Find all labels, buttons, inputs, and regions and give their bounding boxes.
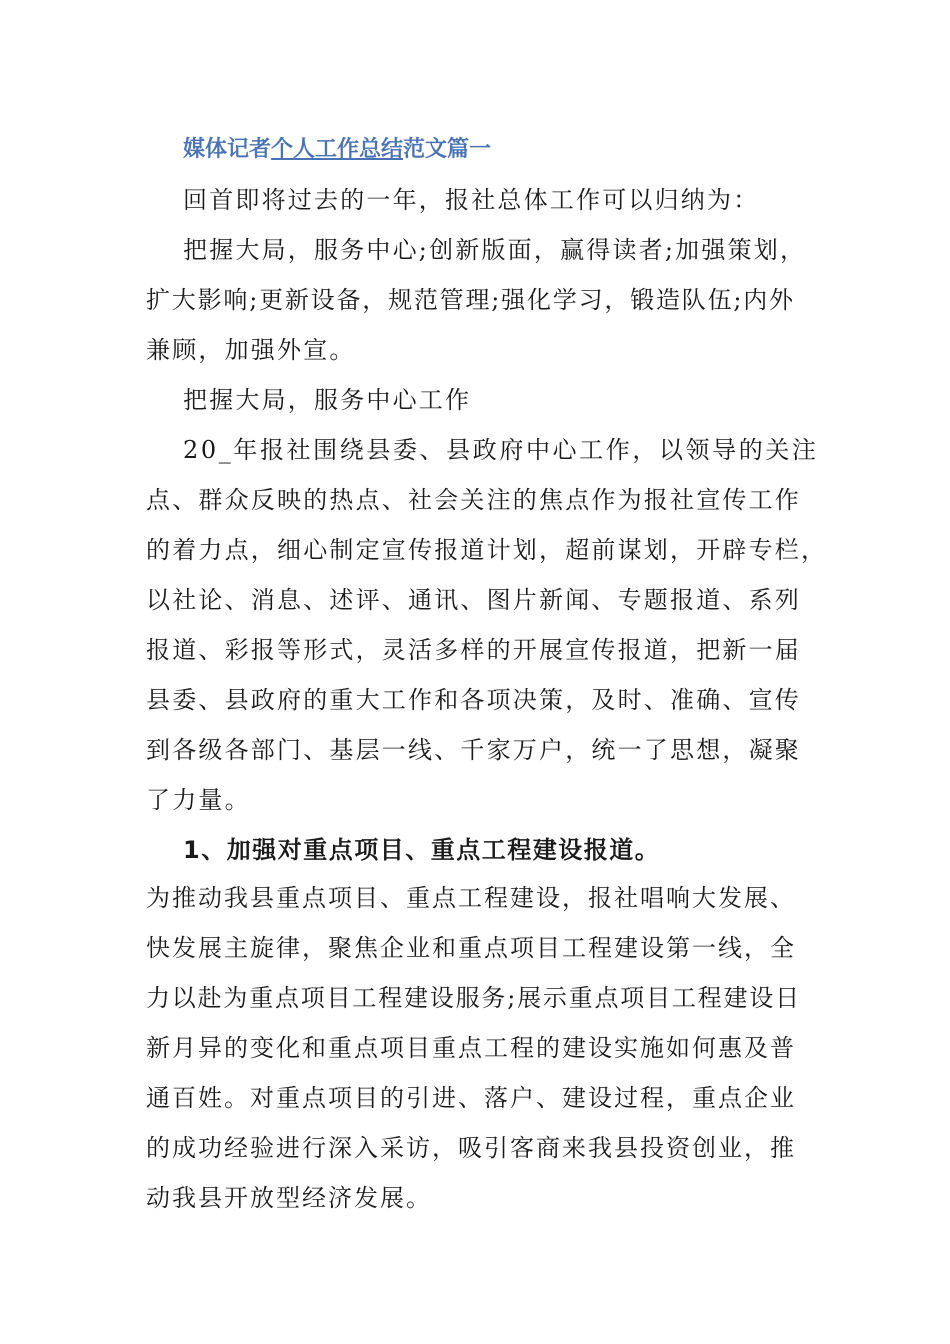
paragraph-line: 兼顾，加强外宣。 bbox=[146, 336, 356, 364]
paragraph-line: 报道、彩报等形式，灵活多样的开展宣传报道，把新一届 bbox=[146, 636, 801, 664]
paragraph-line: 为推动我县重点项目、重点工程建设，报社唱响大发展、 bbox=[146, 884, 796, 912]
paragraph-line: 动我县开放型经济发展。 bbox=[146, 1184, 432, 1212]
paragraph-line: 通百姓。对重点项目的引进、落户、建设过程，重点企业 bbox=[146, 1084, 796, 1112]
paragraph-line: 新月异的变化和重点项目重点工程的建设实施如何惠及普 bbox=[146, 1034, 796, 1062]
paragraph-line: 把握大局，服务中心;创新版面，赢得读者;加强策划， bbox=[183, 236, 807, 264]
paragraph-line: 点、群众反映的热点、社会关注的焦点作为报社宣传工作 bbox=[146, 486, 801, 514]
paragraph-line: 快发展主旋律，聚焦企业和重点项目工程建设第一线，全 bbox=[146, 934, 796, 962]
paragraph-line: 的成功经验进行深入采访，吸引客商来我县投资创业，推 bbox=[146, 1134, 796, 1162]
paragraph-line: 20_年报社围绕县委、县政府中心工作，以领导的关注 bbox=[183, 436, 819, 464]
paragraph-line: 的着力点，细心制定宣传报道计划，超前谋划，开辟专栏， bbox=[146, 536, 828, 564]
title-part-2-underlined: 个人工作总结 bbox=[271, 137, 404, 162]
title-part-1: 媒体记者 bbox=[183, 137, 272, 162]
paragraph-line: 力以赴为重点项目工程建设服务;展示重点项目工程建设日 bbox=[146, 984, 801, 1012]
paragraph-line: 回首即将过去的一年，报社总体工作可以归纳为： bbox=[183, 186, 760, 214]
title-part-3: 范文篇一 bbox=[403, 137, 492, 162]
paragraph-line: 县委、县政府的重大工作和各项决策，及时、准确、宣传 bbox=[146, 686, 801, 714]
paragraph-line: 以社论、消息、述评、通讯、图片新闻、专题报道、系列 bbox=[146, 586, 801, 614]
section-heading-line: 把握大局，服务中心工作 bbox=[183, 386, 472, 414]
document-title bbox=[183, 134, 491, 166]
paragraph-line: 扩大影响;更新设备，规范管理;强化学习，锻造队伍;内外 bbox=[146, 286, 795, 314]
paragraph-line: 了力量。 bbox=[146, 786, 251, 814]
paragraph-line: 到各级各部门、基层一线、千家万户，统一了思想，凝聚 bbox=[146, 736, 801, 764]
subsection-heading: 1、加强对重点项目、重点工程建设报道。 bbox=[183, 836, 661, 864]
